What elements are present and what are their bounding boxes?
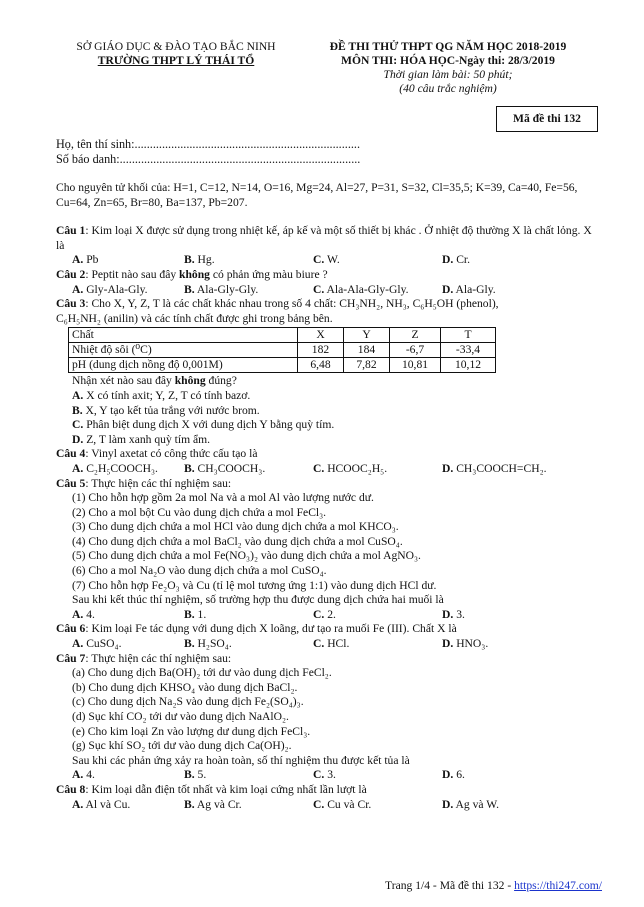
table-cell: 10,81 <box>390 358 441 373</box>
table-cell: 6,48 <box>298 358 344 373</box>
experiment-item: (g) Sục khí SO₂ tới dư vào dung dịch Ca(OH)₂. <box>72 739 292 753</box>
exam-subject: MÔN THI: HÓA HỌC-Ngày thi: 28/3/2019 <box>341 54 555 67</box>
department-name: SỞ GIÁO DỤC & ĐÀO TẠO BẮC NINH <box>76 40 276 53</box>
option-c: C. Cu và Cr. <box>313 797 372 811</box>
row-label: pH (dung dịch nồng độ 0,001M) <box>69 358 298 373</box>
option-c: C. HCl. <box>313 637 350 651</box>
experiment-item: (1) Cho hỗn hợp gồm 2a mol Na và a mol Al vào lượng nước dư. <box>72 491 374 505</box>
row-label: Nhiệt độ sôi (⁰C) <box>69 343 298 358</box>
option-b: B. CH₃COOCH₃. <box>184 461 266 475</box>
option-a: A. Gly-Ala-Gly. <box>72 282 148 296</box>
question-3 <box>56 297 602 447</box>
table-header: Y <box>344 328 390 343</box>
candidate-name-field: Họ, tên thí sinh:.......................................................................... <box>56 137 361 151</box>
experiment-item: (c) Cho dung dịch Na₂S vào dung dịch Fe₂(SO₄)₃. <box>72 695 304 709</box>
question-text-end: có phản ứng màu biure ? <box>209 267 328 281</box>
atomic-masses: Cho nguyên tử khối của: H=1, C=12, N=14, O=16, Mg=24, Al=27, P=31, S=32, Cl=35,5; K=39, Ca=40, Fe=56, Cu=64, Zn=65, Br=80, Ba=137, Pb=207. <box>56 181 578 209</box>
question-label: Câu 8 <box>56 782 86 796</box>
header-right <box>298 40 598 96</box>
question-text: : Peptit nào sau đây <box>85 267 180 281</box>
option-d: D. Cr. <box>442 253 471 267</box>
options-row <box>56 798 602 813</box>
option-b: B. X, Y tạo kết tủa trắng với nước brom. <box>72 403 260 417</box>
question-ask-end: đúng? <box>205 374 237 388</box>
question-label: Câu 2 <box>56 267 86 281</box>
option-b: B. Ala-Gly-Gly. <box>184 282 259 296</box>
option-a: A. C₂H₅COOCH₃. <box>72 461 158 475</box>
option-c: C. Phân biệt dung dịch X với dung dịch Y bằng quỳ tím. <box>72 418 335 432</box>
exam-duration: Thời gian làm bài: 50 phút; <box>383 68 513 81</box>
candidate-fields <box>56 137 360 167</box>
question-5 <box>56 477 602 623</box>
exam-code-box <box>496 106 598 132</box>
option-a: A. 4. <box>72 768 95 782</box>
table-header-row <box>69 328 496 343</box>
properties-table <box>68 327 496 373</box>
options-row <box>56 768 602 783</box>
option-d: D. Z, T làm xanh quỳ tím ẩm. <box>72 432 211 446</box>
experiment-item: (2) Cho a mol bột Cu vào dung dịch chứa a mol FeCl₃. <box>72 505 327 519</box>
table-row <box>69 358 496 373</box>
question-label: Câu 3 <box>56 297 86 311</box>
candidate-id-field: Số báo danh:............................................................................... <box>56 151 361 166</box>
options-row <box>56 283 602 298</box>
experiment-item: (7) Cho hỗn hợp Fe₂O₃ và Cu (tỉ lệ mol tương ứng 1:1) vào dung dịch HCl dư. <box>72 578 437 592</box>
exam-title: ĐỀ THI THỬ THPT QG NĂM HỌC 2018-2019 <box>329 40 567 53</box>
question-text: : Thực hiện các thí nghiệm sau: <box>85 476 232 490</box>
question-ask: Nhận xét nào sau đây <box>72 374 175 388</box>
question-emphasis: không <box>179 267 210 281</box>
experiment-item: (3) Cho dung dịch chứa a mol HCl vào dung dịch chứa a mol KHCO₃. <box>72 520 399 534</box>
experiment-item: (a) Cho dung dịch Ba(OH)₂ tới dư vào dung dịch FeCl₂. <box>72 666 332 680</box>
table-cell: 7,82 <box>344 358 390 373</box>
exam-content <box>56 181 602 812</box>
option-a: A. X có tính axit; Y, Z, T có tính bazơ. <box>72 388 251 402</box>
experiment-item: (5) Cho dung dịch chứa a mol Fe(NO₃)₂ vào dung dịch chứa a mol AgNO₃. <box>72 549 421 563</box>
experiment-item: (b) Cho dung dịch KHSO₄ vào dung dịch BaCl₂. <box>72 680 298 694</box>
question-text: : Kim loại X được sử dụng trong nhiệt kế, áp kế và một số thiết bị khác . Ở nhiệt độ thường X là chất lỏng. X là <box>56 224 592 252</box>
question-4 <box>56 447 602 476</box>
option-c: C. 3. <box>313 768 336 782</box>
experiment-item: (d) Sục khí CO₂ tới dư vào dung dịch NaAlO₂. <box>72 710 289 723</box>
option-c: C. HCOOC₂H₅. <box>313 461 388 475</box>
header-left <box>40 40 312 68</box>
options-row <box>56 608 602 623</box>
option-b: B. H₂SO₄. <box>184 637 232 651</box>
question-label: Câu 1 <box>56 224 86 238</box>
question-text: : Thực hiện các thí nghiệm sau: <box>85 651 232 665</box>
option-d: D. Ag và W. <box>442 797 500 811</box>
experiment-item: (6) Cho a mol Na₂O vào dung dịch chứa a mol CuSO₄. <box>72 564 327 578</box>
table-header: X <box>298 328 344 343</box>
footer-link[interactable]: https://thi247.com/ <box>514 879 602 892</box>
footer-text: Trang 1/4 - Mã đề thi 132 - <box>385 879 515 892</box>
page-footer <box>385 879 602 894</box>
option-d: D. 6. <box>442 768 465 782</box>
option-c: C. Ala-Ala-Gly-Gly. <box>313 282 409 296</box>
question-label: Câu 6 <box>56 622 86 636</box>
option-a: A. Al và Cu. <box>72 797 131 811</box>
option-d: D. CH₃COOCH=CH₂. <box>442 461 547 475</box>
exam-question-count: (40 câu trắc nghiệm) <box>399 82 497 95</box>
question-7 <box>56 652 602 783</box>
question-ask: Sau khi các phản ứng xảy ra hoàn toàn, số thí nghiệm thu được kết tủa là <box>72 753 410 767</box>
table-header: Z <box>390 328 441 343</box>
option-c: C. W. <box>313 253 340 267</box>
options-row <box>56 462 602 477</box>
table-cell: -6,7 <box>390 343 441 358</box>
question-label: Câu 4 <box>56 447 86 461</box>
question-text: : Kim loại dẫn điện tốt nhất và kim loại cứng nhất lần lượt là <box>85 782 367 796</box>
option-b: B. 1. <box>184 607 207 621</box>
question-text: : Cho X, Y, Z, T là các chất khác nhau trong số 4 chất: CH₃NH₂, NH₃, C₆H₅OH (phenol), <box>85 297 499 311</box>
table-header: Chất <box>69 328 298 343</box>
table-cell: 182 <box>298 343 344 358</box>
option-b: B. Hg. <box>184 253 215 267</box>
question-8 <box>56 783 602 812</box>
options-row <box>56 637 602 652</box>
table-cell: -33,4 <box>441 343 496 358</box>
option-c: C. 2. <box>313 607 336 621</box>
option-d: D. 3. <box>442 607 465 621</box>
question-text: : Vinyl axetat có công thức cấu tạo là <box>85 447 258 461</box>
question-text-line2: C₆H₅NH₂ (anilin) và các tính chất được ghi trong bảng bên. <box>56 311 333 325</box>
option-a: A. CuSO₄. <box>72 637 122 651</box>
option-d: D. Ala-Gly. <box>442 282 496 296</box>
option-a: A. 4. <box>72 607 95 621</box>
options-row <box>56 253 602 268</box>
school-name: TRƯỜNG THPT LÝ THÁI TỔ <box>97 54 255 67</box>
exam-code: Mã đề thi 132 <box>513 111 581 125</box>
option-b: B. Ag và Cr. <box>184 797 242 811</box>
question-1 <box>56 224 602 268</box>
option-a: A. Pb <box>72 253 99 267</box>
question-2 <box>56 268 602 297</box>
question-emphasis: không <box>174 374 206 388</box>
table-row <box>69 343 496 358</box>
table-cell: 184 <box>344 343 390 358</box>
experiment-item: (4) Cho dung dịch chứa a mol BaCl₂ vào dung dịch chứa a mol CuSO₄. <box>72 534 403 548</box>
question-label: Câu 5 <box>56 476 86 490</box>
experiment-item: (e) Cho kim loại Zn vào lượng dư dung dịch FeCl₃. <box>72 724 311 738</box>
table-header: T <box>441 328 496 343</box>
table-cell: 10,12 <box>441 358 496 373</box>
question-ask: Sau khi kết thúc thí nghiệm, số trường hợp thu được dung dịch chứa hai muối là <box>72 593 444 607</box>
question-text: : Kim loại Fe tác dụng với dung dịch X loãng, dư tạo ra muối Fe (III). Chất X là <box>85 622 457 636</box>
question-6 <box>56 622 602 651</box>
question-label: Câu 7 <box>56 651 86 665</box>
option-b: B. 5. <box>184 768 207 782</box>
option-d: D. HNO₃. <box>442 637 489 651</box>
